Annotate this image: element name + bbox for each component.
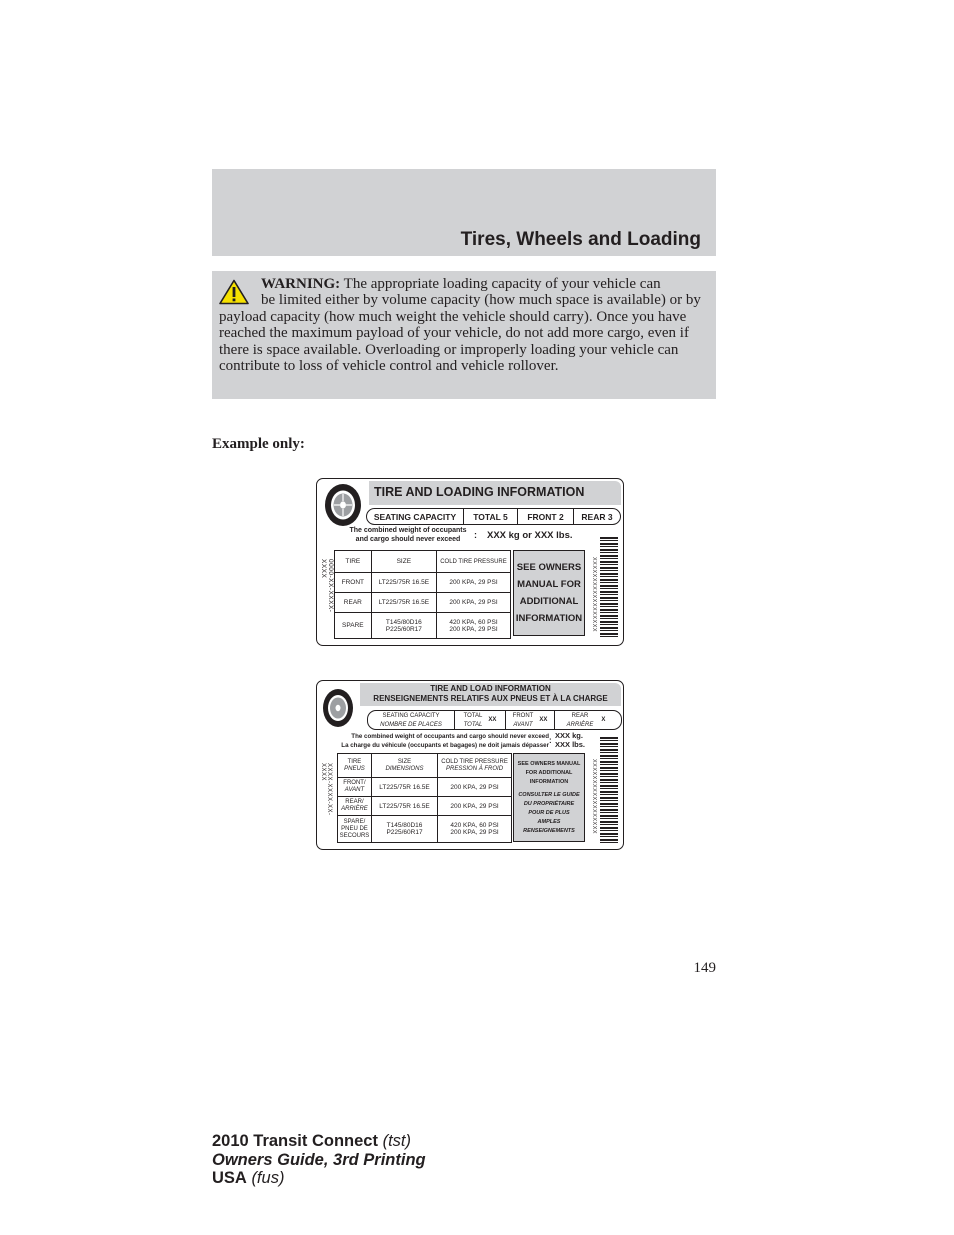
section-title: Tires, Wheels and Loading — [460, 229, 701, 250]
tire-loading-placard-bilingual — [316, 680, 624, 850]
warning-box — [212, 271, 716, 399]
side-code-text: 0000-XX-XXXX-XXXX — [320, 559, 334, 613]
table-row: FRONT/ AVANT LT225/75R 16.5E 200 KPA, 29 PSI — [338, 778, 512, 797]
side-code-text: XXXX-XXXX-XX-XXXX — [320, 763, 332, 816]
tire-icon — [321, 482, 365, 528]
table-row: FRONT LT225/75R 16.5E 200 KPA, 29 PSI — [335, 573, 511, 593]
seating-label-en: SEATING CAPACITY — [382, 713, 440, 719]
table-row: REAR/ ARRIÈRE LT225/75R 16.5E 200 KPA, 29 PSI — [338, 797, 512, 816]
combined-colon: : — [474, 530, 477, 540]
warning-label: WARNING: — [261, 276, 341, 292]
placard-title-en: TIRE AND LOAD INFORMATION — [430, 684, 551, 693]
seating-capacity-row — [366, 508, 621, 525]
table-row: SPARE T145/80D16 P225/60R17 420 KPA, 60 PSI 200 KPA, 29 PSI — [335, 613, 511, 639]
combined-weight-en: The combined weight of occupants and cargo should never exceed — [351, 733, 549, 740]
max-weight-kg: XXX kg. — [555, 731, 583, 740]
warning-body: be limited either by volume capacity (how much space is available) or by payload capacity (how much weight the vehicle should carry). Once you have reached the maximum payload of your vehicle, do not add more cargo, even if there is space available. Overloading or improperly loading your vehicle can contribute to loss of vehicle control and vehicle rollover. — [219, 292, 701, 375]
warning-text — [219, 276, 712, 374]
col-size-header: SIZE — [371, 551, 436, 573]
seating-front: FRONT 2 — [517, 509, 573, 524]
combined-weight-fr: La charge du véhicule (occupants et bagages) ne doit jamais dépasser — [341, 742, 549, 749]
seating-capacity-row: SEATING CAPACITY NOMBRE DE PLACES TOTAL TOTAL XX FRONT AVANT XX REAR ARRIÈRE X — [367, 710, 622, 730]
footer-market: USA — [212, 1169, 247, 1187]
tire-loading-placard-english — [316, 478, 624, 646]
max-weight-lbs: XXX lbs. — [555, 740, 586, 749]
placard-title: TIRE AND LOADING INFORMATION — [374, 485, 585, 499]
page-number: 149 — [693, 960, 716, 976]
tire-pressure-table: TIRE PNEUS SIZE DIMENSIONS COLD TIRE PRESSURE PRESSION À FROID FRONT/ AVANT LT225/75R 16.5E 200 KPA, 29 PSI REAR/ ARRIÈRE LT225/75R 16.5E 200 KPA, 29 PSI SPARE/ PNEU DE SECOURS T145/80D16 P225/60R17 420 KPA, 60 PSI 200 KPA, 29 PSI — [337, 753, 512, 843]
tire-pressure-table — [334, 550, 511, 639]
footer-model: 2010 Transit Connect — [212, 1132, 378, 1150]
seating-label-fr: NOMBRE DE PLACES — [380, 722, 442, 728]
footer — [212, 1132, 426, 1188]
warning-line1: The appropriate loading capacity of your vehicle can — [343, 276, 661, 292]
tire-icon — [320, 687, 356, 729]
barcode-image — [600, 537, 618, 639]
footer-guide: Owners Guide, 3rd Printing — [212, 1150, 426, 1169]
col-pressure-header: COLD TIRE PRESSURE — [436, 551, 510, 573]
see-owners-manual-box: SEE OWNERS MANUAL FOR ADDITIONAL INFORMATION — [513, 550, 585, 636]
combined-weight-line1: The combined weight of occupants — [349, 527, 467, 534]
section-header — [212, 169, 716, 256]
footer-model-code: (tst) — [382, 1132, 411, 1150]
seating-rear: REAR 3 — [573, 509, 620, 524]
combined-weight-line2: and cargo should never exceed — [355, 536, 461, 543]
max-weight-value: XXX kg or XXX lbs. — [487, 530, 573, 541]
placard-title-fr: RENSEIGNEMENTS RELATIFS AUX PNEUS ET À LA CHARGE — [373, 694, 608, 703]
seating-total: TOTAL 5 — [463, 509, 517, 524]
footer-market-code: (fus) — [251, 1169, 285, 1187]
table-row: SPARE/ PNEU DE SECOURS T145/80D16 P225/60R17 420 KPA, 60 PSI 200 KPA, 29 PSI — [338, 816, 512, 843]
combined-colon: : — [549, 736, 552, 745]
barcode-code-text: XXXXXXXXXXXXXXXXXX — [591, 557, 597, 633]
barcode-image — [600, 737, 618, 843]
see-owners-manual-box: SEE OWNERS MANUAL FOR ADDITIONAL INFORMATION CONSULTER LE GUIDE DU PROPRIÉTAIRE POUR DE PLUS AMPLES RENSEIGNEMENTS — [513, 753, 585, 842]
seating-capacity-label: SEATING CAPACITY — [373, 511, 457, 522]
table-row: REAR LT225/75R 16.5E 200 KPA, 29 PSI — [335, 593, 511, 613]
col-tire-header: TIRE — [335, 551, 372, 573]
barcode-code-text: XXXXXXXXXXXXXXXXXX — [591, 759, 597, 835]
example-only-label: Example only: — [212, 436, 305, 452]
